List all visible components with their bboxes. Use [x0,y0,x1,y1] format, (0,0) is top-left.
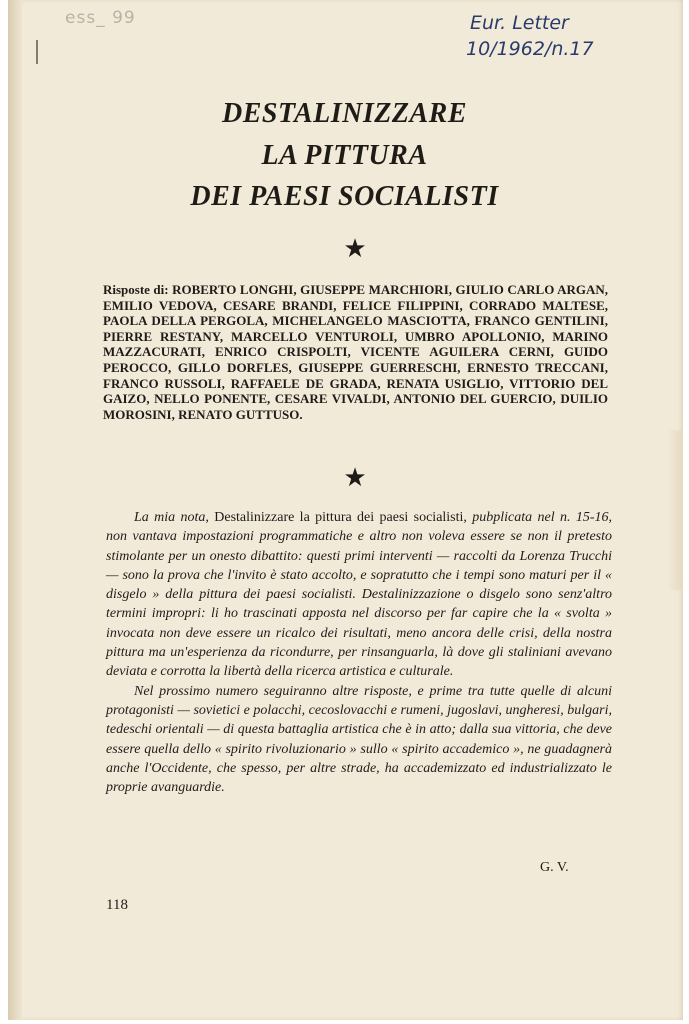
star-ornament-top: ★ [343,234,367,264]
paragraph-2: Nel prossimo numero seguiranno altre risposte, e prime tra tutte quelle di alcuni protagonisti — sovietici e polacchi, cecoslovacchi e rumeni, jugoslavi, ungheresi, bulgari, tedeschi orientali — di questa battaglia artistica che è in atto; dalla sua vittoria, che deve essere quella dello « spirito rivoluzionario » sullo « spirito accademico », ne guadagnerà anche l'Occidente, che spesso, per altre strade, ha accademizzato ed industrializzato le proprie avanguardie. [106,683,612,796]
respondents-list [103,282,608,422]
title-line-2: LA PITTURA [261,140,428,171]
editorial-note [106,508,612,797]
title-line-3: DEI PAESI SOCIALISTI [190,181,499,212]
staple-mark [36,40,38,64]
respondents-names: ROBERTO LONGHI, GIUSEPPE MARCHIORI, GIULIO CARLO ARGAN, EMILIO VEDOVA, CESARE BRANDI, FELICE FILIPPINI, CORRADO MALTESE, PAOLA DELLA PERGOLA, MICHELANGELO MASCIOTTA, FRANCO GENTILINI, PIERRE RESTANY, MARCELLO VENTUROLI, UMBRO APOLLONIO, MARINO MAZZACURATI, ENRICO CRISPOLTI, VICENTE AGUILERA CERNI, GUIDO PEROCCO, GILLO DORFLES, GIUSEPPE GUERRESCHI, ERNESTO TRECCANI, FRANCO RUSSOLI, RAFFAELE DE GRADA, RENATA USIGLIO, VITTORIO DEL GAIZO, NELLO PONENTE, CESARE VIVALDI, ANTONIO DEL GUERCIO, DUILIO MOROSINI, RENATO GUTTUSO. [103,282,608,422]
paragraph-1 [106,508,612,682]
ink-annotation-line2: 10/1962/n.17 [466,38,594,60]
torn-edge [667,430,683,590]
article-title-reference: Destalinizzare la pittura dei paesi socialisti, [214,510,467,525]
paragraph-1-start: La mia nota, [134,510,209,525]
paragraph-1-rest: pubplicata nel n. 15-16, non vantava impostazioni programmatiche e altro non voleva essere se non il pretesto stimolante per un onesto dibattito: questi primi interventi — raccolti da Lorenza Trucchi — sono la prova che l'invito è stato accolto, e sopratutto che i tempi sono maturi per il « disgelo » della pittura dei paesi socialisti. Destalinizzazione o disgelo sono senz'altro termini impropri: li ho trascinati apposta nel discorso per far capire che la « svolta » invocata non deve essere un ricalco dei risultati, meno ancora delle crisi, della nostra pittura ma un'esperienza da ricondurre, per rinsanguarla, là dove gli staliniani avevano deviata e corrotta la libertà della ricerca artistica e culturale. [106,510,613,680]
title-line-1: DESTALINIZZARE [221,98,468,129]
respondents-lead: Risposte di: [103,282,169,297]
pencil-annotation: ess_ 99 [65,8,136,28]
star-ornament-bottom: ★ [343,463,367,493]
signature-initials: G. V. [540,860,569,875]
ink-annotation-line1: Eur. Letter [470,12,569,34]
page-number: 118 [106,897,128,913]
